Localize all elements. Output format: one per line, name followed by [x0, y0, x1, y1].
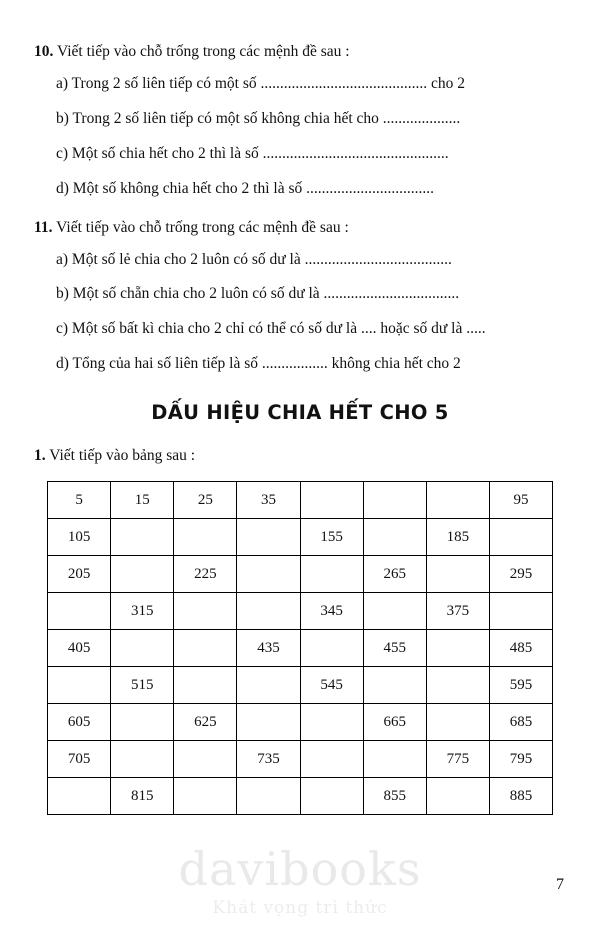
table-cell: 405 [48, 630, 111, 667]
table-cell: 15 [111, 482, 174, 519]
table-cell: 185 [426, 519, 489, 556]
table-cell: 855 [363, 778, 426, 815]
table-cell: 705 [48, 741, 111, 778]
table-cell [111, 630, 174, 667]
exercise-block-10 [34, 42, 566, 200]
table-cell [426, 482, 489, 519]
table-cell: 375 [426, 593, 489, 630]
table-cell [300, 630, 363, 667]
table-cell [363, 593, 426, 630]
table-cell [174, 667, 237, 704]
table-cell [237, 519, 300, 556]
table-cell: 25 [174, 482, 237, 519]
table-cell [363, 519, 426, 556]
table-cell [300, 741, 363, 778]
exercise-item-11b: b) Một số chẵn chia cho 2 luôn có số dư là ................................... [56, 285, 460, 303]
table-cell [174, 630, 237, 667]
watermark-title: davibooks [178, 842, 422, 896]
table-cell [300, 556, 363, 593]
table-exercise-lead-text: Viết tiếp vào bảng sau : [49, 447, 196, 465]
table-cell [111, 519, 174, 556]
table-cell [111, 556, 174, 593]
table-cell: 735 [237, 741, 300, 778]
exercise-item-10d: d) Một số không chia hết cho 2 thì là số ................................. [56, 179, 434, 197]
section-title: DẤU HIỆU CHIA HẾT CHO 5 [151, 401, 449, 425]
exercise-block-11 [34, 218, 566, 376]
table-cell [489, 519, 552, 556]
table-cell [111, 741, 174, 778]
table-cell: 595 [489, 667, 552, 704]
exercise-item-10a: a) Trong 2 số liên tiếp có một số ........................................... cho 2 [56, 74, 466, 92]
watermark [0, 842, 600, 918]
table-cell: 775 [426, 741, 489, 778]
table-cell: 545 [300, 667, 363, 704]
table-cell: 105 [48, 519, 111, 556]
table-row [48, 667, 553, 704]
table-cell [174, 593, 237, 630]
table-cell [363, 482, 426, 519]
table-cell [426, 556, 489, 593]
table-cell: 95 [489, 482, 552, 519]
table-cell [237, 704, 300, 741]
table-cell: 515 [111, 667, 174, 704]
exercise-heading-text-10: Viết tiếp vào chỗ trống trong các mệnh đề sau : [56, 43, 350, 60]
watermark-subtitle: Khát vọng tri thức [212, 898, 388, 918]
table-cell [48, 593, 111, 630]
table-cell [174, 741, 237, 778]
table-cell [363, 741, 426, 778]
number-grid-body [48, 482, 553, 815]
table-cell: 35 [237, 482, 300, 519]
table-cell [426, 778, 489, 815]
table-cell [237, 778, 300, 815]
table-cell: 815 [111, 778, 174, 815]
table-row [48, 482, 553, 519]
table-cell: 225 [174, 556, 237, 593]
table-cell [300, 778, 363, 815]
table-cell: 485 [489, 630, 552, 667]
table-cell [426, 630, 489, 667]
table-cell: 685 [489, 704, 552, 741]
table-cell: 205 [48, 556, 111, 593]
exercise-item-10b: b) Trong 2 số liên tiếp có một số không chia hết cho .................... [56, 109, 461, 127]
table-cell: 345 [300, 593, 363, 630]
number-grid-table [47, 481, 553, 815]
exercise-item-10c: c) Một số chia hết cho 2 thì là số ................................................ [56, 144, 449, 162]
table-cell [300, 704, 363, 741]
exercise-heading-10 [34, 42, 566, 63]
table-cell [48, 667, 111, 704]
table-cell [489, 593, 552, 630]
table-row [48, 556, 553, 593]
table-cell [174, 519, 237, 556]
table-cell: 265 [363, 556, 426, 593]
page-number: 7 [556, 876, 564, 893]
table-row [48, 593, 553, 630]
table-row [48, 704, 553, 741]
table-row [48, 778, 553, 815]
table-cell: 295 [489, 556, 552, 593]
table-cell: 885 [489, 778, 552, 815]
table-cell: 435 [237, 630, 300, 667]
table-cell: 665 [363, 704, 426, 741]
table-cell [111, 704, 174, 741]
exercise-number-11: 11. [34, 218, 53, 236]
exercise-heading-11 [34, 218, 566, 239]
exercise-item-11c: c) Một số bất kì chia cho 2 chỉ có thể có số dư là .... hoặc số dư là ..... [56, 320, 486, 338]
table-cell: 605 [48, 704, 111, 741]
table-cell [426, 667, 489, 704]
table-cell: 5 [48, 482, 111, 519]
table-row [48, 741, 553, 778]
table-cell [300, 482, 363, 519]
table-cell: 795 [489, 741, 552, 778]
table-exercise-number: 1. [34, 447, 46, 465]
table-cell: 155 [300, 519, 363, 556]
table-cell: 625 [174, 704, 237, 741]
table-cell [237, 556, 300, 593]
table-cell: 455 [363, 630, 426, 667]
table-cell: 315 [111, 593, 174, 630]
table-cell [237, 593, 300, 630]
exercise-number-10: 10. [34, 43, 54, 60]
exercise-heading-text-11: Viết tiếp vào chỗ trống trong các mệnh đề sau : [56, 218, 349, 236]
table-cell [426, 704, 489, 741]
table-cell [48, 778, 111, 815]
table-cell [237, 667, 300, 704]
table-row [48, 630, 553, 667]
exercise-item-11a: a) Một số lẻ chia cho 2 luôn có số dư là ...................................... [56, 250, 452, 268]
table-cell [174, 778, 237, 815]
table-row [48, 519, 553, 556]
exercise-item-11d: d) Tổng của hai số liên tiếp là số ................. không chia hết cho 2 [56, 355, 461, 373]
table-cell [363, 667, 426, 704]
table-exercise-lead [34, 446, 566, 467]
